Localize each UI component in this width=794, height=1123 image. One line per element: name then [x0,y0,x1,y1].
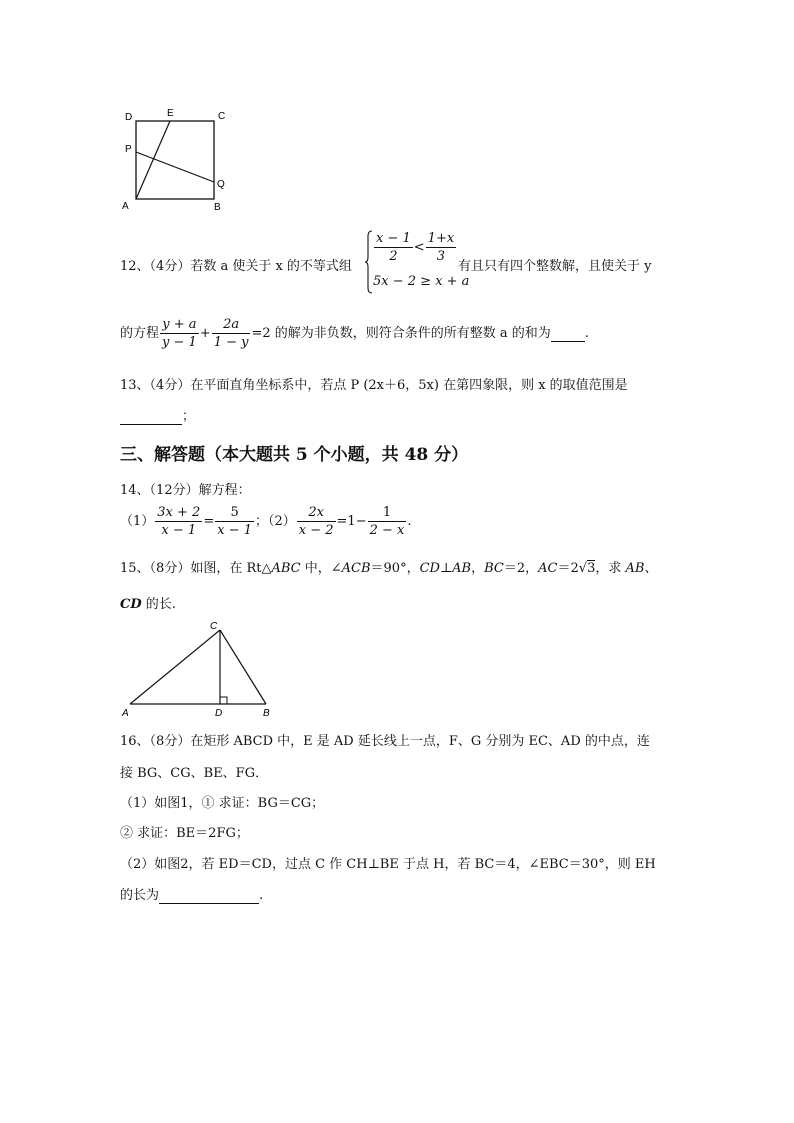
q14-p2-lnum: 2x [297,504,336,522]
q16-line6-end: . [259,888,264,903]
q12-frac2 [212,316,251,351]
q15-bc: BC [484,561,504,576]
label-a2: A [122,708,129,719]
label-q: Q [217,179,225,190]
q12-frac2-den: 1 − y [213,335,249,350]
q15-text-c: ＝90°， [370,561,420,576]
q12-ineq1-left-den: 2 [389,249,398,264]
q15-text-b: 中，∠ [300,561,342,576]
q12-line2 [120,316,589,351]
label-c2: C [210,621,218,632]
label-b2: B [263,708,270,719]
q15-ac: AC [538,561,558,576]
q16-line4: ② 求证：BE＝2FG； [120,826,249,841]
q12-frac1-num: y + a [160,316,199,334]
q15-text-d: ， [471,561,485,576]
section3-title: 三、解答题（本大题共 5 个小题，共 48 分） [120,445,469,465]
q14-p1-right [215,504,254,539]
label-d: D [125,112,133,123]
q14-p1-lden: x − 1 [161,523,197,538]
q15-line2 [120,593,176,612]
q12-system [365,230,470,294]
q15-ab: AB [625,561,645,576]
q14-p2-lden: x − 2 [298,523,334,538]
q16-line1: 16、（8分）在矩形 ABCD 中，E 是 AD 延长线上一点，F、G 分别为 EC、AD 的中点，连 [120,734,650,749]
q14-p2-eq: =1− [336,514,367,529]
q12-ineq1 [373,230,457,265]
q14-p2-end: . [407,514,412,529]
q14-p2-right [368,504,407,539]
q15-sqrt3: 3 [587,561,596,576]
q14-p2-rden: 2 − x [369,523,405,538]
q15-line1 [120,557,657,576]
q16-answer-blank[interactable] [159,888,259,904]
segment-ac [130,630,220,704]
q14-equations [120,504,412,539]
q15-cd-ab: CD⊥AB [419,561,472,576]
q12-suffix1: 有且只有四个整数解，且使关于 y [458,259,652,274]
q12-answer-blank[interactable] [551,326,585,342]
q12-prefix: 12、（4分）若数 a 使关于 x 的不等式组 [120,259,352,274]
q12-ineq1-right [426,230,457,265]
q15-text-rest: 的长. [141,597,176,612]
q13-end: ； [182,409,196,424]
segment-ae [136,121,170,199]
q14-sep: ；（2） [254,514,296,529]
q15-text-a: 15、（8分）如图，在 Rt△ [120,561,272,576]
q16-line3: （1）如图1，① 求证：BG＝CG； [120,796,325,811]
q12-line2-prefix: 的方程 [120,326,160,341]
q15-cd: CD [120,597,142,612]
section3-heading [120,440,468,465]
triangle-figure [118,618,278,720]
label-d2: D [215,708,223,719]
q16-line5: （2）如图2，若 ED＝CD，过点 C 作 CH⊥BE 于点 H，若 BC＝4，∠EBC＝30°，则 EH [120,857,656,872]
label-c: C [218,111,226,122]
q12-ineq1-right-num: 1+x [427,231,455,246]
q16-line6 [120,884,263,904]
q15-abc: ABC [271,561,301,576]
q12-line2-end: . [584,326,589,341]
sqrt-icon: √ [578,561,588,576]
q14-p1-rden: x − 1 [217,523,252,538]
q12-frac2-num: 2a [212,316,251,334]
q13-answer-blank[interactable] [120,409,182,425]
q12-frac1-den: y − 1 [162,335,197,350]
q16-line2: 接 BG、CG、BE、FG． [120,766,269,781]
q12-ineq1-left-num: x − 1 [376,231,411,246]
label-b: B [214,202,221,213]
q15-text-g: ，求 [595,561,626,576]
q12-ineq1-left [374,230,413,265]
q14-head: 14、（12分）解方程： [120,483,251,498]
q12-ineq1-right-den: 3 [436,249,446,264]
q13-line2 [120,405,195,425]
q15-text-e: ＝2， [503,561,539,576]
label-a: A [122,201,129,212]
q12-line2-suffix: =2 的解为非负数，则符合条件的所有整数 a 的和为 [251,326,551,341]
q14-p1-label: （1） [120,514,155,529]
label-e: E [167,108,174,119]
q14-p2-rnum: 1 [368,504,407,522]
brace-icon [365,230,373,294]
q15-text-h: 、 [644,561,658,576]
q12-line1 [120,255,352,274]
q14-p1-eq: = [203,514,215,529]
q16-line6-text: 的长为 [120,888,160,903]
q12-frac1 [160,316,199,351]
label-p: P [125,144,132,155]
q15-text-f: ＝2 [557,561,579,576]
q14-p1-rnum: 5 [215,504,254,522]
square-figure [118,106,234,214]
q15-acb: ACB [341,561,371,576]
segment-pq [136,152,214,182]
q12-ineq2: 5x − 2 ≥ x + a [373,274,470,289]
q14-p2-left [297,504,336,539]
square-abcd [136,121,214,199]
q12-ineq1-op: < [413,240,425,255]
right-angle-icon [220,697,227,704]
q14-p1-left [155,504,202,539]
q13-line1: 13、（4分）在平面直角坐标系中，若点 P (2x＋6，5x) 在第四象限，则 x 的取值范围是 [120,378,628,393]
q12-plus: + [199,326,211,341]
segment-cb [220,630,266,704]
q14-p1-lnum: 3x + 2 [157,505,201,520]
